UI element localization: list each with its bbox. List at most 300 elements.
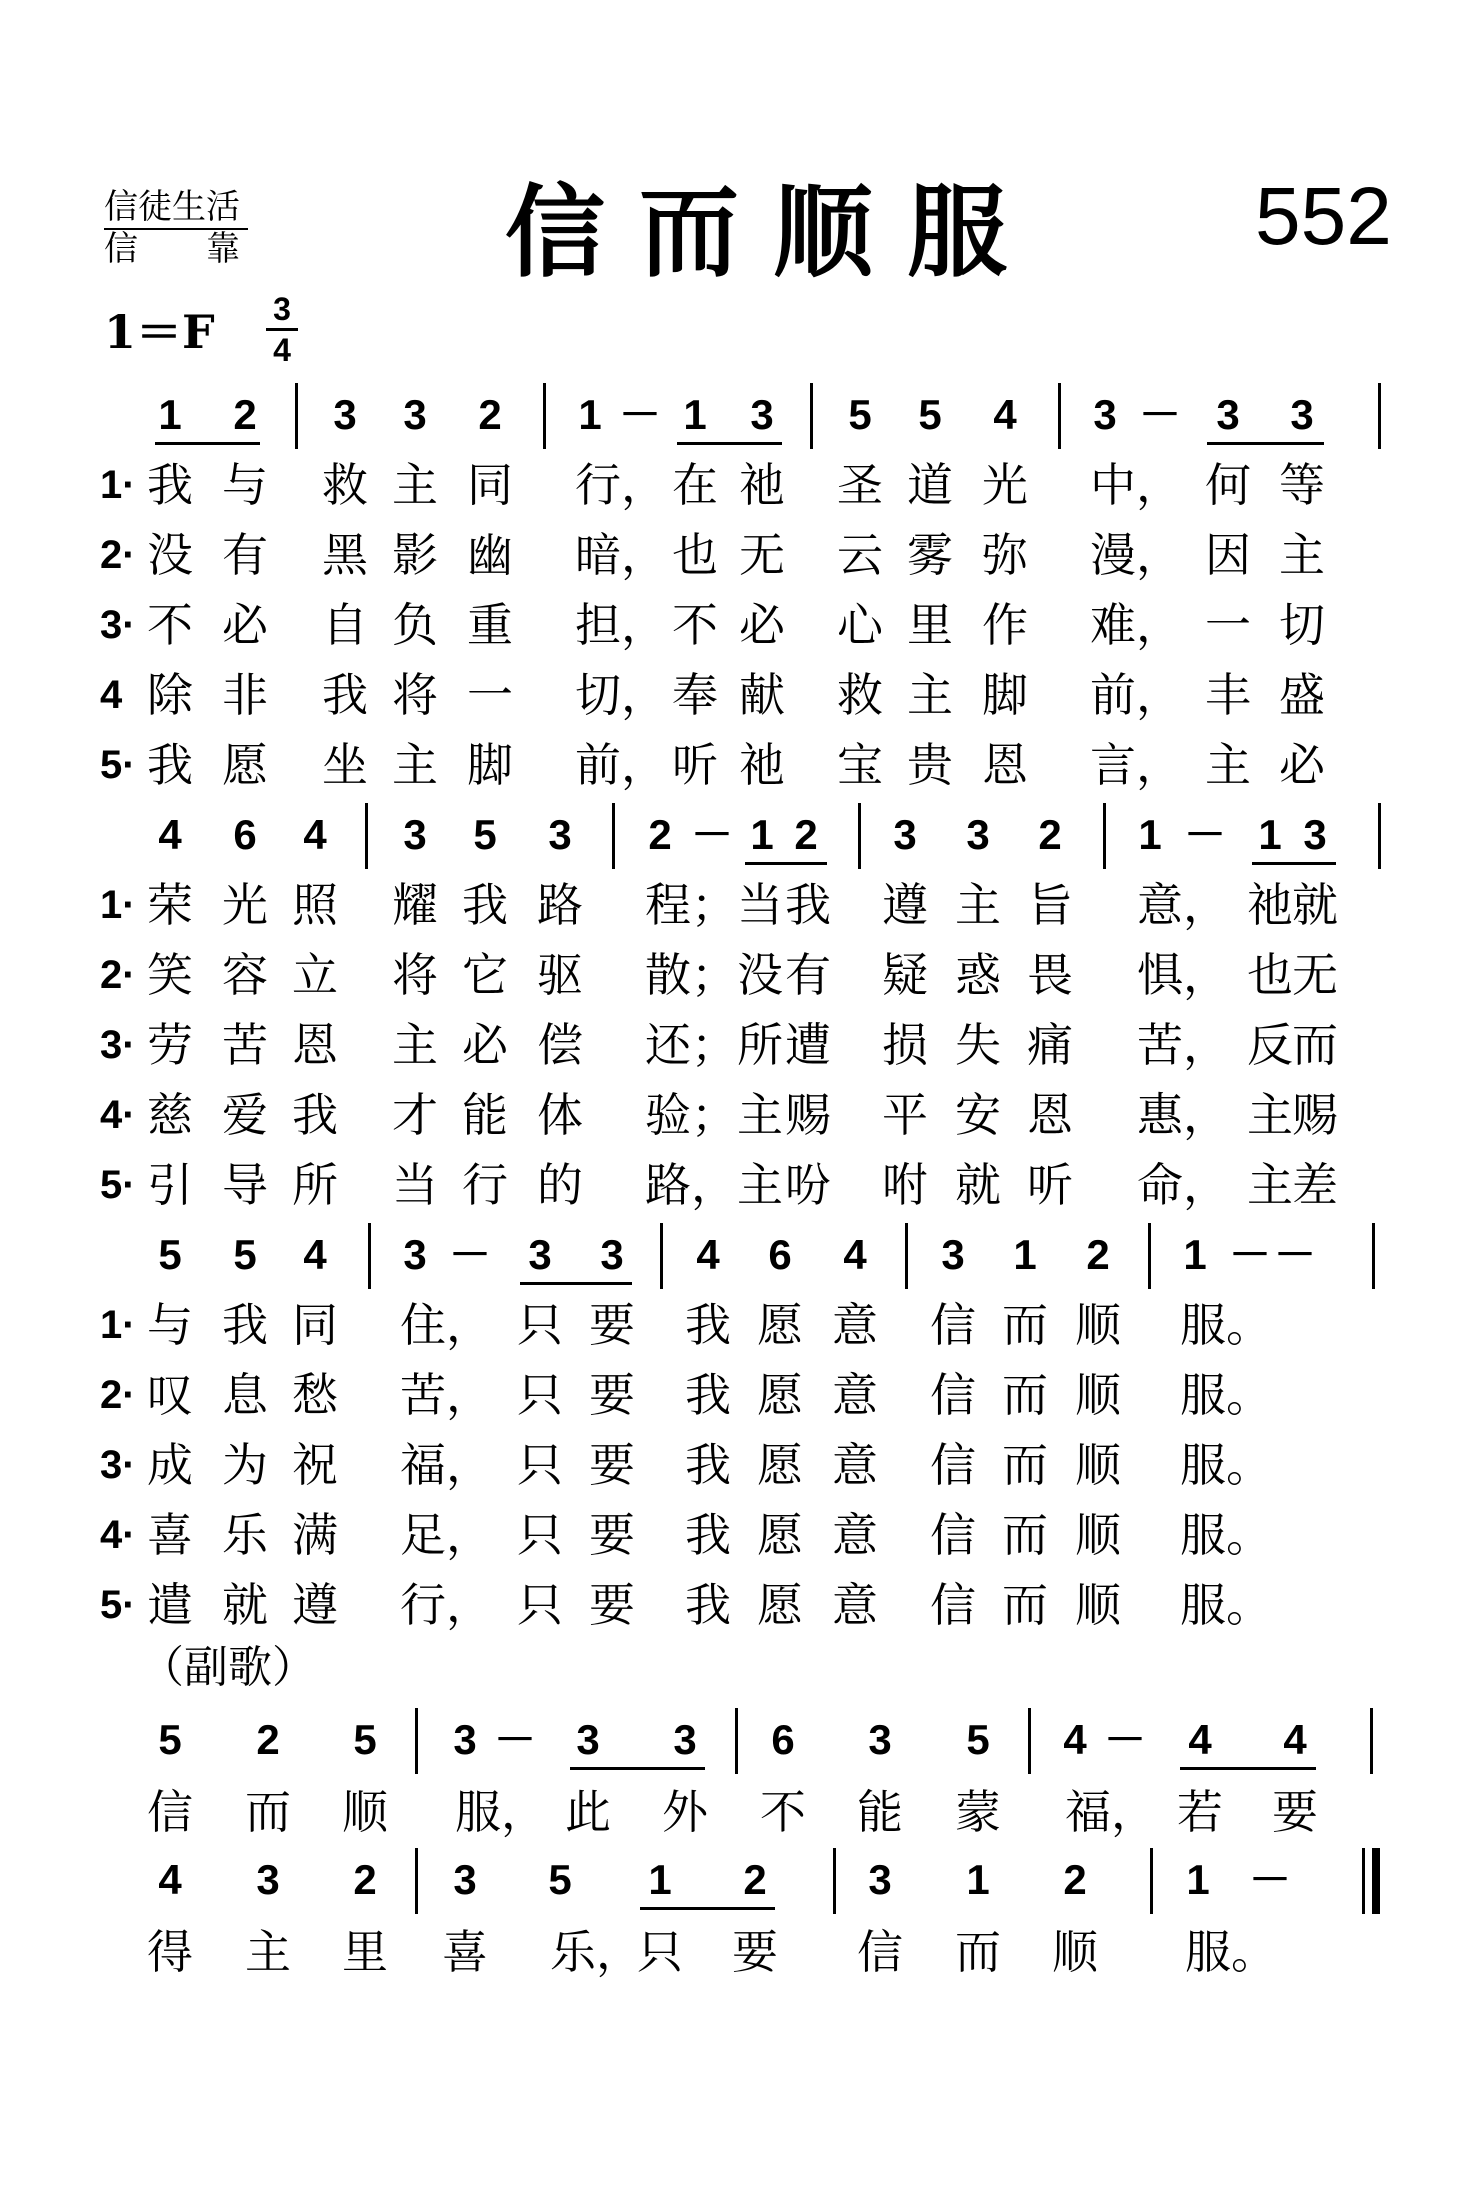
- note: 2: [353, 1856, 377, 1903]
- chorus-label: （副歌）: [140, 1642, 316, 1693]
- lyric: 还；: [645, 1018, 737, 1072]
- barline: [415, 1848, 418, 1914]
- note: 5: [158, 1231, 182, 1278]
- lyric: 主: [737, 1088, 783, 1142]
- note: 5: [158, 1716, 182, 1763]
- lyric: 喜: [442, 1925, 488, 1979]
- lyric: 愿: [757, 1298, 803, 1352]
- note-underline: [1180, 1767, 1316, 1770]
- lyric: 只: [517, 1438, 563, 1492]
- lyric: 若: [1177, 1785, 1223, 1839]
- lyric: 顺: [1075, 1298, 1121, 1352]
- lyric: 与: [147, 1298, 193, 1352]
- lyric: 乐: [222, 1508, 268, 1562]
- note: 6: [771, 1716, 795, 1763]
- barline: [1150, 1848, 1153, 1914]
- verse-number: 4: [100, 673, 123, 717]
- lyric: 信: [930, 1438, 976, 1492]
- note: 3: [403, 1231, 427, 1278]
- lyric: 担，: [575, 598, 667, 652]
- lyric: 在: [672, 458, 718, 512]
- lyric: 不: [672, 598, 718, 652]
- lyric: 要: [732, 1925, 778, 1979]
- lyric: 疑: [882, 948, 928, 1002]
- lyric: 程；: [645, 878, 737, 932]
- note: 3: [673, 1716, 697, 1763]
- lyric: 苦: [222, 1018, 268, 1072]
- lyric: 要: [589, 1438, 635, 1492]
- lyric: 而: [1002, 1508, 1048, 1562]
- lyric: 顺: [342, 1785, 388, 1839]
- lyric: 救: [837, 668, 883, 722]
- lyric: 同: [292, 1298, 338, 1352]
- lyric: 里: [907, 598, 953, 652]
- barline: [365, 803, 368, 869]
- note: 3: [453, 1716, 477, 1763]
- verse-number: 2·: [100, 1373, 136, 1417]
- note: 2: [1086, 1231, 1110, 1278]
- lyric: 必: [739, 598, 785, 652]
- note: 2: [743, 1856, 767, 1903]
- lyric: 盛: [1279, 668, 1325, 722]
- lyric: 祂: [1247, 878, 1293, 932]
- barline: [295, 383, 298, 449]
- note: 3: [600, 1231, 624, 1278]
- note: 1: [1183, 1231, 1207, 1278]
- lyric: 前，: [1090, 668, 1182, 722]
- lyric: 就: [955, 1158, 1001, 1212]
- final-barline-thick: [1372, 1848, 1380, 1914]
- note: －: [493, 1716, 536, 1763]
- lyric: 中，: [1090, 458, 1182, 512]
- note: 1: [1258, 811, 1282, 858]
- note-underline: [1252, 862, 1336, 865]
- lyric: 愿: [757, 1368, 803, 1422]
- lyric: 愁: [292, 1368, 338, 1422]
- verse-number: 2·: [100, 953, 136, 997]
- lyric: 咐: [882, 1158, 928, 1212]
- lyric: 我: [685, 1578, 731, 1632]
- lyric: 我: [785, 878, 831, 932]
- note: －: [448, 1231, 491, 1278]
- lyric: 叹: [147, 1368, 193, 1422]
- verse-number: 1·: [100, 1303, 136, 1347]
- lyric: 奉: [672, 668, 718, 722]
- note: －: [1103, 1716, 1146, 1763]
- barline: [833, 1848, 836, 1914]
- lyric: 顺: [1075, 1368, 1121, 1422]
- lyric: 祝: [292, 1438, 338, 1492]
- time-signature-bottom: 4: [273, 332, 291, 368]
- time-signature-top: 3: [273, 291, 291, 327]
- note: 3: [750, 391, 774, 438]
- lyric: 顺: [1075, 1578, 1121, 1632]
- note: 3: [333, 391, 357, 438]
- barline: [858, 803, 861, 869]
- lyric: 不: [760, 1785, 806, 1839]
- lyric: 无: [739, 528, 785, 582]
- lyric: 荣: [147, 878, 193, 932]
- lyric: 丰: [1205, 668, 1251, 722]
- lyric: 要: [589, 1578, 635, 1632]
- lyric: 赐: [1292, 1088, 1338, 1142]
- note-underline: [745, 862, 827, 865]
- note: －: [1138, 391, 1181, 438]
- lyric: 我: [685, 1508, 731, 1562]
- note: 6: [233, 811, 257, 858]
- lyric: 当: [737, 878, 783, 932]
- lyric: 前，: [575, 738, 667, 792]
- lyric: 幽: [467, 528, 513, 582]
- lyric: 一: [467, 668, 513, 722]
- lyric: 言，: [1090, 738, 1182, 792]
- lyric: 命，: [1137, 1158, 1229, 1212]
- lyric: 赐: [785, 1088, 831, 1142]
- lyric: 信: [930, 1508, 976, 1562]
- note: －: [1183, 811, 1226, 858]
- note: 5: [848, 391, 872, 438]
- note: 5: [233, 1231, 257, 1278]
- note: 3: [1303, 811, 1327, 858]
- verse-number: 1·: [100, 463, 136, 507]
- lyric: 主: [1205, 738, 1251, 792]
- lyric: 里: [342, 1925, 388, 1979]
- lyric: 散；: [645, 948, 737, 1002]
- lyric: 惑: [955, 948, 1001, 1002]
- note: 3: [528, 1231, 552, 1278]
- note: 2: [1038, 811, 1062, 858]
- note-underline: [155, 442, 260, 445]
- lyric: 我: [292, 1088, 338, 1142]
- final-barline-thin: [1362, 1848, 1365, 1914]
- lyric: 雾: [907, 528, 953, 582]
- lyric: 行，: [400, 1578, 492, 1632]
- lyric: 顺: [1075, 1438, 1121, 1492]
- lyric: 负: [392, 598, 438, 652]
- lyric: 自: [322, 598, 368, 652]
- lyric: 愿: [757, 1578, 803, 1632]
- lyric: 要: [589, 1508, 635, 1562]
- barline: [368, 1223, 371, 1289]
- lyric: 蒙: [955, 1785, 1001, 1839]
- note: 4: [303, 811, 327, 858]
- lyric: 我: [685, 1298, 731, 1352]
- lyric: 要: [1272, 1785, 1318, 1839]
- lyric: 反: [1247, 1018, 1293, 1072]
- barline: [1058, 383, 1061, 449]
- lyric: 一: [1205, 598, 1251, 652]
- lyric: 足，: [400, 1508, 492, 1562]
- verse-number: 3·: [100, 1443, 136, 1487]
- category-label: 信徒生活: [104, 187, 240, 227]
- lyric: 坐: [322, 738, 368, 792]
- lyric: 得: [147, 1925, 193, 1979]
- lyric: 我: [147, 738, 193, 792]
- note: 2: [1063, 1856, 1087, 1903]
- barline: [810, 383, 813, 449]
- lyric: 切: [1279, 598, 1325, 652]
- verse-number: 4·: [100, 1093, 136, 1137]
- lyric: 遭: [785, 1018, 831, 1072]
- lyric: 苦，: [400, 1368, 492, 1422]
- lyric: 失: [955, 1018, 1001, 1072]
- barline: [660, 1223, 663, 1289]
- lyric: 何: [1205, 458, 1251, 512]
- lyric: 福，: [400, 1438, 492, 1492]
- note: 1: [1186, 1856, 1210, 1903]
- note: 1: [158, 391, 182, 438]
- lyric: 惠，: [1137, 1088, 1229, 1142]
- lyric: 引: [147, 1158, 193, 1212]
- lyric: 当: [392, 1158, 438, 1212]
- lyric: 照: [292, 878, 338, 932]
- lyric: 因: [1205, 528, 1251, 582]
- lyric: 体: [537, 1088, 583, 1142]
- lyric: 意: [832, 1368, 878, 1422]
- lyric: 福，: [1065, 1785, 1157, 1839]
- lyric: 惧，: [1137, 948, 1229, 1002]
- note: 1: [1013, 1231, 1037, 1278]
- lyric: 我: [685, 1368, 731, 1422]
- note: 3: [1290, 391, 1314, 438]
- lyric: 而: [1292, 1018, 1338, 1072]
- note: －: [690, 811, 733, 858]
- lyric: 不: [147, 598, 193, 652]
- lyric: 喜: [147, 1508, 193, 1562]
- lyric: 愿: [757, 1438, 803, 1492]
- lyric: 顺: [1052, 1925, 1098, 1979]
- lyric: 有: [785, 948, 831, 1002]
- barline: [905, 1223, 908, 1289]
- lyric: 遣: [147, 1578, 193, 1632]
- lyric: 信: [930, 1368, 976, 1422]
- note: 3: [941, 1231, 965, 1278]
- lyric: 只: [517, 1368, 563, 1422]
- lyric: 影: [392, 528, 438, 582]
- lyric: 爱: [222, 1088, 268, 1142]
- lyric: 此: [565, 1785, 611, 1839]
- lyric: 无: [1292, 948, 1338, 1002]
- note: 1: [966, 1856, 990, 1903]
- lyric: 贵: [907, 738, 953, 792]
- lyric: 漫，: [1090, 528, 1182, 582]
- lyric: 信: [857, 1925, 903, 1979]
- verse-number: 1·: [100, 883, 136, 927]
- lyric: 只: [517, 1508, 563, 1562]
- barline: [1103, 803, 1106, 869]
- lyric: 的: [537, 1158, 583, 1212]
- hymn-title: 信而顺服: [505, 174, 1041, 291]
- lyric: 吩: [785, 1158, 831, 1212]
- lyric: 光: [222, 878, 268, 932]
- lyric: 所: [292, 1158, 338, 1212]
- lyric: 将: [392, 668, 438, 722]
- note: 4: [303, 1231, 327, 1278]
- lyric: 我: [462, 878, 508, 932]
- lyric: 信: [147, 1785, 193, 1839]
- note: 4: [1188, 1716, 1212, 1763]
- lyric: 我: [222, 1298, 268, 1352]
- note: 4: [696, 1231, 720, 1278]
- lyric: 满: [292, 1508, 338, 1562]
- lyric: 必: [222, 598, 268, 652]
- note: 3: [868, 1856, 892, 1903]
- note: 5: [918, 391, 942, 438]
- note: 3: [893, 811, 917, 858]
- lyric: 作: [982, 598, 1028, 652]
- lyric: 恩: [982, 738, 1028, 792]
- lyric: 与: [222, 458, 268, 512]
- note-underline: [520, 1282, 632, 1285]
- lyric: 而: [1002, 1368, 1048, 1422]
- lyric: 暗，: [575, 528, 667, 582]
- lyric: 同: [467, 458, 513, 512]
- lyric: 苦，: [1137, 1018, 1229, 1072]
- barline: [543, 383, 546, 449]
- lyric: 主: [392, 458, 438, 512]
- lyric: 心: [837, 598, 883, 652]
- lyric: 偿: [537, 1018, 583, 1072]
- lyric: 所: [737, 1018, 783, 1072]
- lyric: 除: [147, 668, 193, 722]
- lyric: 恩: [292, 1018, 338, 1072]
- lyric: 我: [147, 458, 193, 512]
- note: －: [618, 391, 661, 438]
- hymn-number: 552: [1255, 171, 1392, 262]
- lyric: 只: [517, 1298, 563, 1352]
- lyric: 容: [222, 948, 268, 1002]
- barline: [1028, 1708, 1031, 1774]
- lyric: 没: [147, 528, 193, 582]
- note: 3: [403, 391, 427, 438]
- lyric: 我: [322, 668, 368, 722]
- lyric: 要: [589, 1368, 635, 1422]
- lyric: 顺: [1075, 1508, 1121, 1562]
- note-underline: [1207, 442, 1324, 445]
- note: 2: [233, 391, 257, 438]
- note: 3: [966, 811, 990, 858]
- note: －: [1228, 1231, 1271, 1278]
- note-underline: [677, 442, 782, 445]
- lyric: 立: [292, 948, 338, 1002]
- lyric: 服，: [455, 1785, 547, 1839]
- lyric: 主: [1247, 1088, 1293, 1142]
- note: 3: [1093, 391, 1117, 438]
- lyric: 圣: [837, 458, 883, 512]
- lyric: 黑: [322, 528, 368, 582]
- lyric: 主: [955, 878, 1001, 932]
- lyric: 慈: [147, 1088, 193, 1142]
- lyric: 而: [1002, 1578, 1048, 1632]
- lyric: 才: [392, 1088, 438, 1142]
- verse-number: 5·: [100, 743, 136, 787]
- note: 2: [478, 391, 502, 438]
- lyric: 笑: [147, 948, 193, 1002]
- note: 3: [868, 1716, 892, 1763]
- lyric: 主: [392, 1018, 438, 1072]
- subcategory-label: 信 靠: [104, 229, 240, 269]
- lyric: 有: [222, 528, 268, 582]
- lyric: 劳: [147, 1018, 193, 1072]
- note: 1: [683, 391, 707, 438]
- key-signature: 1＝F: [104, 305, 215, 359]
- lyric: 只: [637, 1925, 683, 1979]
- lyric: 主: [907, 668, 953, 722]
- note: 1: [578, 391, 602, 438]
- lyric: 听: [1027, 1158, 1073, 1212]
- lyric: 主: [737, 1158, 783, 1212]
- note: －: [1248, 1856, 1291, 1903]
- lyric: 必: [462, 1018, 508, 1072]
- lyric: 只: [517, 1578, 563, 1632]
- lyric: 光: [982, 458, 1028, 512]
- lyric: 验；: [645, 1088, 737, 1142]
- verse-number: 5·: [100, 1163, 136, 1207]
- barline: [1378, 803, 1381, 869]
- note: 4: [158, 1856, 182, 1903]
- lyric: 导: [222, 1158, 268, 1212]
- lyric: 路: [537, 878, 583, 932]
- lyric: 服。: [1180, 1368, 1272, 1422]
- lyric: 切，: [575, 668, 667, 722]
- note: 4: [843, 1231, 867, 1278]
- note: 5: [353, 1716, 377, 1763]
- note: 4: [158, 811, 182, 858]
- lyric: 弥: [982, 528, 1028, 582]
- lyric: 旨: [1027, 878, 1073, 932]
- time-signature-bar: [266, 328, 298, 331]
- lyric: 意: [832, 1508, 878, 1562]
- note: 1: [1138, 811, 1162, 858]
- lyric: 乐，: [550, 1925, 642, 1979]
- lyric: 信: [930, 1578, 976, 1632]
- lyric: 住，: [400, 1298, 492, 1352]
- lyric: 脚: [467, 738, 513, 792]
- note: 5: [473, 811, 497, 858]
- lyric: 服。: [1180, 1298, 1272, 1352]
- lyric: 脚: [982, 668, 1028, 722]
- note: 1: [648, 1856, 672, 1903]
- lyric: 行: [462, 1158, 508, 1212]
- barline: [1148, 1223, 1151, 1289]
- lyric: 也: [672, 528, 718, 582]
- lyric: 主: [245, 1925, 291, 1979]
- lyric: 而: [1002, 1438, 1048, 1492]
- lyric: 主: [1279, 528, 1325, 582]
- lyric: 而: [1002, 1298, 1048, 1352]
- note: 1: [750, 811, 774, 858]
- verse-number: 3·: [100, 603, 136, 647]
- note: 3: [256, 1856, 280, 1903]
- note: 2: [794, 811, 818, 858]
- lyric: 愿: [757, 1508, 803, 1562]
- lyric: 听: [672, 738, 718, 792]
- lyric: 等: [1279, 458, 1325, 512]
- lyric: 意，: [1137, 878, 1229, 932]
- lyric: 没: [737, 948, 783, 1002]
- lyric: 恩: [1027, 1088, 1073, 1142]
- lyric: 痛: [1027, 1018, 1073, 1072]
- note: －: [1273, 1231, 1316, 1278]
- lyric: 安: [955, 1088, 1001, 1142]
- lyric: 损: [882, 1018, 928, 1072]
- lyric: 能: [462, 1088, 508, 1142]
- note-underline: [640, 1907, 775, 1910]
- lyric: 畏: [1027, 948, 1073, 1002]
- lyric: 而: [245, 1785, 291, 1839]
- lyric: 信: [930, 1298, 976, 1352]
- lyric: 而: [955, 1925, 1001, 1979]
